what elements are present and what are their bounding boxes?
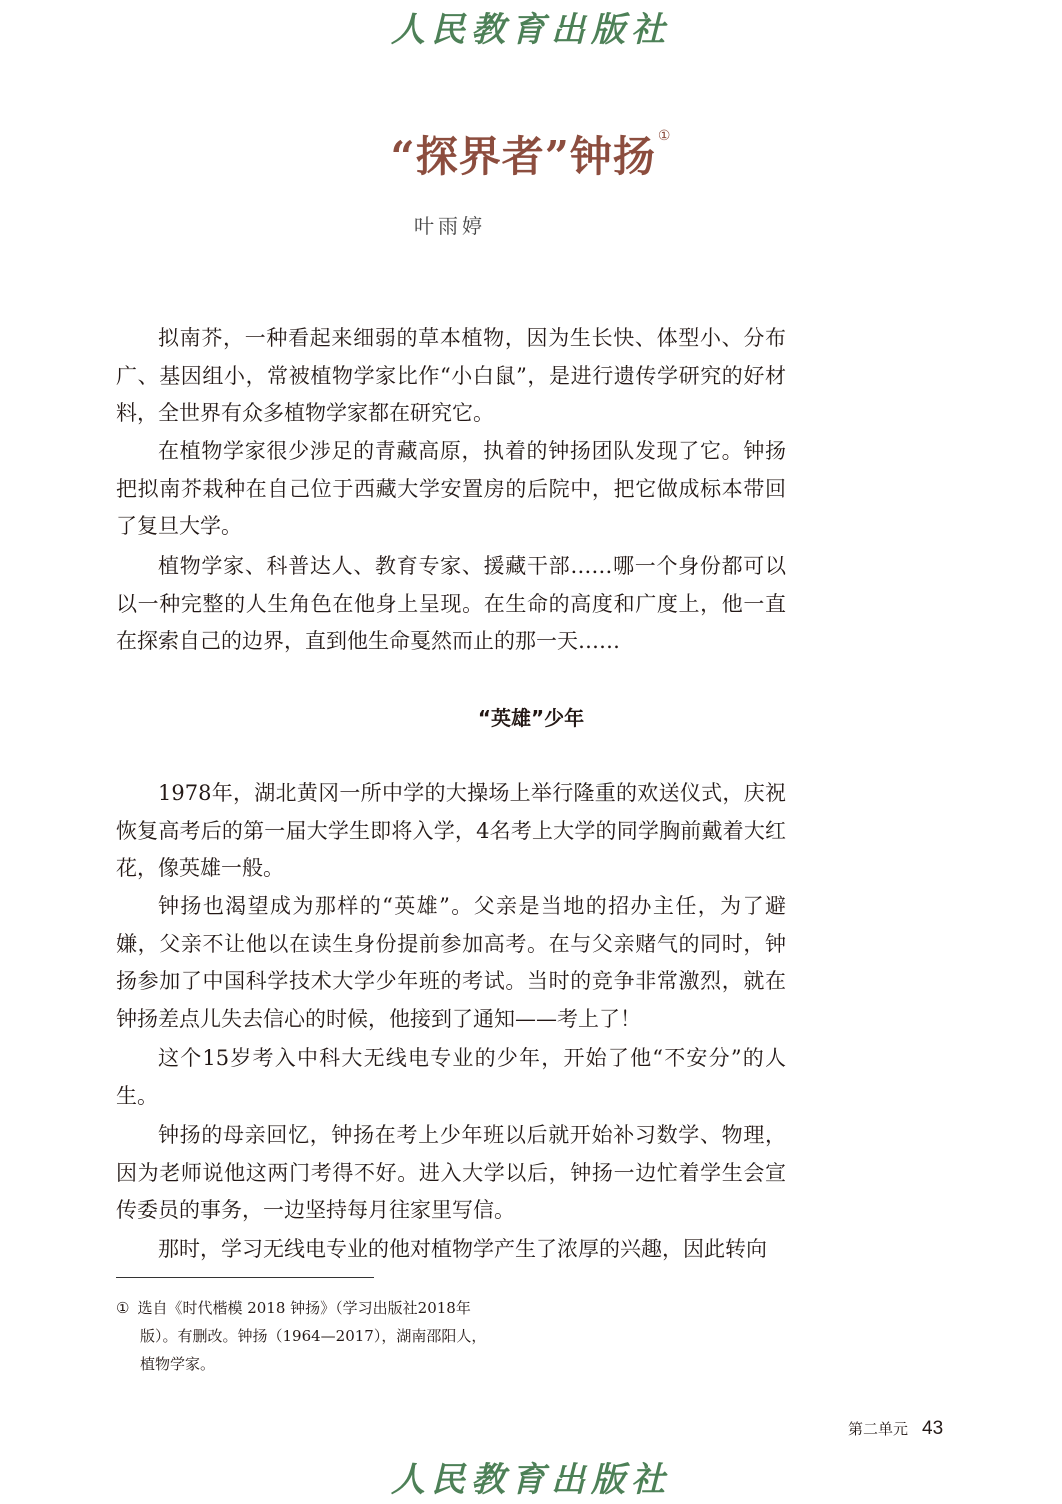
article-title <box>0 124 1062 184</box>
section-paragraph: 1978年，湖北黄冈一所中学的大操场上举行隆重的欢送仪式，庆祝恢复高考后的第一届大学生即将入学，4名考上大学的同学胸前戴着大红花，像英雄一般。 <box>116 781 786 880</box>
footnote-line <box>116 1294 516 1322</box>
publisher-logo-footer: 人民教育出版社 <box>391 1460 671 1500</box>
footnote-divider <box>116 1277 374 1278</box>
title-footnote-mark: ① <box>657 128 672 144</box>
intro-paragraph: 拟南芥，一种看起来细弱的草本植物，因为生长快、体型小、分布广、基因组小，常被植物学家比作“小白鼠”，是进行遗传学研究的好材料，全世界有众多植物学家都在研究它。 <box>116 326 786 425</box>
footnote <box>116 1294 516 1378</box>
intro-paragraph: 在植物学家很少涉足的青藏高原，执着的钟扬团队发现了它。钟扬把拟南芥栽种在自己位于西藏大学安置房的后院中，把它做成标本带回了复旦大学。 <box>116 439 786 538</box>
page-number: 43 <box>922 1418 944 1439</box>
section-paragraph: 钟扬的母亲回忆，钟扬在考上少年班以后就开始补习数学、物理，因为老师说他这两门考得不好。进入大学以后，钟扬一边忙着学生会宣传委员的事务，一边坚持每月往家里写信。 <box>116 1123 786 1222</box>
footnote-line: 版）。有删改。钟扬（1964—2017），湖南邵阳人， <box>140 1327 487 1345</box>
article-author: 叶雨婷 <box>414 214 486 238</box>
section-paragraph: 这个15岁考入中科大无线电专业的少年，开始了他“不安分”的人生。 <box>116 1046 786 1108</box>
footnote-line: 植物学家。 <box>140 1355 216 1373</box>
footnote-mark: ① <box>116 1299 130 1317</box>
unit-label: 第二单元 <box>848 1420 909 1438</box>
footnote-text: 选自《时代楷模 2018 钟扬》（学习出版社2018年 <box>137 1299 471 1317</box>
page-footer <box>848 1418 943 1440</box>
intro-paragraph: 植物学家、科普达人、教育专家、援藏干部……哪一个身份都可以以一种完整的人生角色在他身上呈现。在生命的高度和广度上，他一直在探索自己的边界，直到他生命戛然而止的那一天…… <box>116 554 786 653</box>
publisher-logo-header: 人民教育出版社 <box>391 10 671 50</box>
article-title-text: “探界者”钟扬 <box>390 132 656 181</box>
section-paragraph: 钟扬也渴望成为那样的“英雄”。父亲是当地的招办主任，为了避嫌，父亲不让他以在读生身份提前参加高考。在与父亲赌气的同时，钟扬参加了中国科学技术大学少年班的考试。当时的竞争非常激烈，就在钟扬差点儿失去信心的时候，他接到了通知——考上了！ <box>116 894 786 1031</box>
section-heading: “英雄”少年 <box>477 706 585 730</box>
section-paragraph: 那时，学习无线电专业的他对植物学产生了浓厚的兴趣，因此转向 <box>158 1237 767 1261</box>
